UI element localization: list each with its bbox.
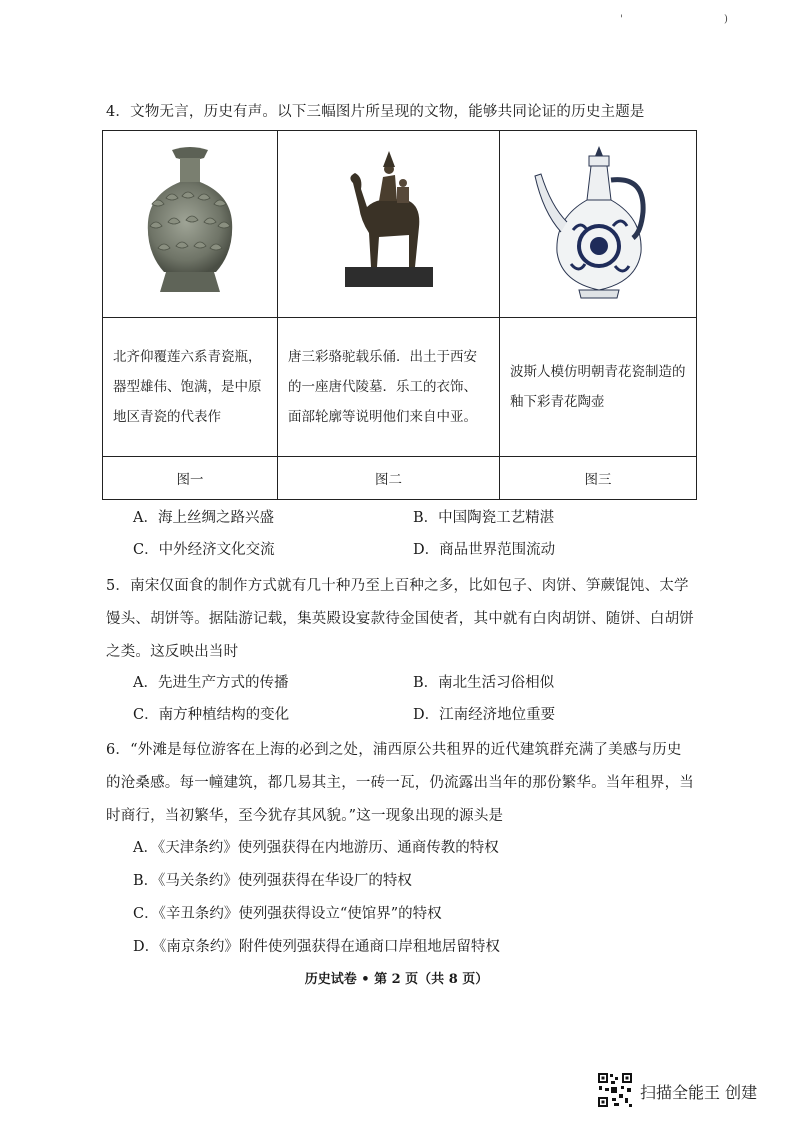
- q4-option-c[interactable]: C．中外经济文化交流: [133, 542, 275, 558]
- scan-speck: ': [620, 14, 623, 25]
- relic-description: 唐三彩骆驼载乐俑．出土于西安的一座唐代陵墓．乐工的衣饰、面部轮廓等说明他们来自中亚。: [278, 318, 500, 457]
- relic-image-cell: [278, 131, 500, 318]
- q6-option-a[interactable]: A．《天津条约》使列强获得在内地游历、通商传教的特权: [133, 840, 499, 856]
- relic-image-cell: [500, 131, 697, 318]
- figure-caption: 图一: [103, 457, 278, 500]
- scanner-watermark: 扫描全能王 创建: [640, 1083, 758, 1102]
- relic-description: 北齐仰覆莲六系青瓷瓶，器型雄伟、饱满，是中原地区青瓷的代表作: [103, 318, 278, 457]
- qr-code-icon: [597, 1072, 633, 1108]
- q5-option-c[interactable]: C．南方种植结构的变化: [133, 707, 290, 723]
- relic-image-cell: [103, 131, 278, 318]
- q6-option-c[interactable]: C．《辛丑条约》使列强获得设立“使馆界”的特权: [133, 906, 442, 922]
- blue-white-ewer-image: [533, 140, 663, 305]
- q4-option-a[interactable]: A．海上丝绸之路兴盛: [133, 510, 274, 526]
- q4-option-b[interactable]: B．中国陶瓷工艺精湛: [413, 510, 555, 526]
- tricolor-camel-image: [339, 147, 439, 297]
- q5-option-b[interactable]: B．南北生活习俗相似: [413, 675, 555, 691]
- q6-stem: 6．“外滩是每位游客在上海的必到之处，浦西原公共租界的近代建筑群充满了美感与历史的沧桑感。每一幢建筑，都几易其主，一砖一瓦，仍流露出当年的那份繁华。当年租界，当时商行，当初繁华，至今犹存其风貌。”这一现象出现的源头是: [106, 742, 694, 824]
- q5-option-d[interactable]: D．江南经济地位重要: [413, 707, 556, 723]
- q5-option-a[interactable]: A．先进生产方式的传播: [133, 675, 289, 691]
- relic-description: 波斯人模仿明朝青花瓷制造的釉下彩青花陶壶: [500, 318, 697, 457]
- q6-option-b[interactable]: B．《马关条约》使列强获得在华设厂的特权: [133, 873, 412, 889]
- figure-caption: 图三: [500, 457, 697, 500]
- q4-option-d[interactable]: D．商品世界范围流动: [413, 542, 556, 558]
- page-footer: 历史试卷 • 第 2 页（共 8 页）: [304, 972, 489, 987]
- q6-option-d[interactable]: D．《南京条约》附件使列强获得在通商口岸租地居留特权: [133, 939, 500, 955]
- q4-stem: 4．文物无言，历史有声。以下三幅图片所呈现的文物，能够共同论证的历史主题是: [106, 104, 645, 120]
- q5-stem: 5．南宋仅面食的制作方式就有几十种乃至上百种之多，比如包子、肉饼、笋蕨馄饨、太学馒头、胡饼等。据陆游记载，集英殿设宴款待金国使者，其中就有白肉胡饼、随饼、白胡饼之类。这反映出当时: [106, 578, 694, 660]
- figure-caption: 图二: [278, 457, 500, 500]
- celadon-vase-image: [130, 142, 250, 302]
- relics-table: [102, 130, 697, 500]
- scan-speck: ): [724, 14, 728, 25]
